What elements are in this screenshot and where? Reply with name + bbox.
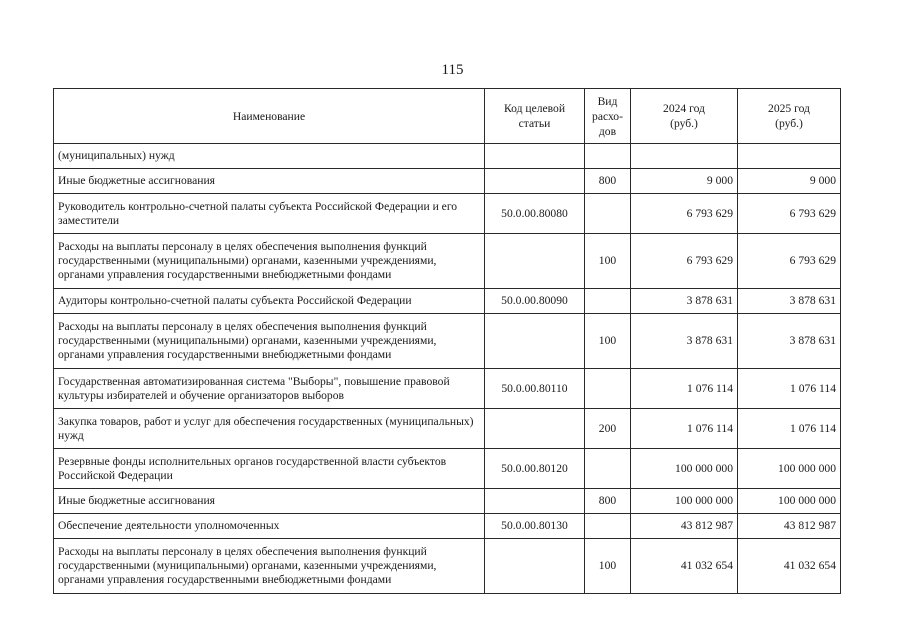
row-amount-2024: 6 793 629 [631,234,738,289]
row-code [485,409,585,449]
header-code: Код целевой статьи [485,89,585,144]
table-row [54,409,841,449]
row-code: 50.0.00.80130 [485,514,585,539]
row-amount-2025: 100 000 000 [738,489,841,514]
row-expense-type: 100 [585,539,631,594]
row-amount-2025: 6 793 629 [738,234,841,289]
row-code: 50.0.00.80110 [485,369,585,409]
row-name: Расходы на выплаты персоналу в целях обеспечения выполнения функций государственными (муниципальными) органами, казенными учреждениями, органами управления государственными внебюджетными фондами [54,314,485,369]
table-row [54,449,841,489]
row-code [485,234,585,289]
row-code [485,314,585,369]
row-name: Иные бюджетные ассигнования [54,489,485,514]
row-amount-2024: 43 812 987 [631,514,738,539]
row-amount-2025: 9 000 [738,169,841,194]
row-amount-2025: 1 076 114 [738,369,841,409]
table-row [54,539,841,594]
row-amount-2025: 3 878 631 [738,289,841,314]
row-amount-2024: 6 793 629 [631,194,738,234]
row-amount-2024 [631,144,738,169]
table-row [54,169,841,194]
row-amount-2024: 100 000 000 [631,489,738,514]
row-name: Аудиторы контрольно-счетной палаты субъекта Российской Федерации [54,289,485,314]
row-name: Иные бюджетные ассигнования [54,169,485,194]
row-amount-2024: 3 878 631 [631,314,738,369]
row-expense-type [585,514,631,539]
row-amount-2024: 1 076 114 [631,409,738,449]
row-name: Расходы на выплаты персоналу в целях обеспечения выполнения функций государственными (муниципальными) органами, казенными учреждениями, органами управления государственными внебюджетными фондами [54,234,485,289]
row-amount-2024: 3 878 631 [631,289,738,314]
row-amount-2024: 41 032 654 [631,539,738,594]
row-expense-type [585,144,631,169]
table-row [54,144,841,169]
row-amount-2024: 100 000 000 [631,449,738,489]
row-code: 50.0.00.80080 [485,194,585,234]
row-name: Закупка товаров, работ и услуг для обеспечения государственных (муниципальных) нужд [54,409,485,449]
row-name: Расходы на выплаты персоналу в целях обеспечения выполнения функций государственными (муниципальными) органами, казенными учреждениями, органами управления государственными внебюджетными фондами [54,539,485,594]
row-code [485,539,585,594]
row-code: 50.0.00.80090 [485,289,585,314]
row-name: (муниципальных) нужд [54,144,485,169]
table-row [54,289,841,314]
row-amount-2024: 1 076 114 [631,369,738,409]
row-expense-type: 200 [585,409,631,449]
header-expense-type: Вид расхо- дов [585,89,631,144]
table-row [54,314,841,369]
header-name: Наименование [54,89,485,144]
row-amount-2025: 6 793 629 [738,194,841,234]
row-name: Обеспечение деятельности уполномоченных [54,514,485,539]
row-expense-type [585,369,631,409]
row-code [485,144,585,169]
table-row [54,369,841,409]
row-amount-2025 [738,144,841,169]
row-expense-type: 100 [585,234,631,289]
row-amount-2024: 9 000 [631,169,738,194]
table-row [54,194,841,234]
table-header-row [54,89,841,144]
row-expense-type [585,289,631,314]
row-amount-2025: 43 812 987 [738,514,841,539]
row-expense-type [585,194,631,234]
table-row [54,514,841,539]
row-amount-2025: 3 878 631 [738,314,841,369]
row-expense-type: 800 [585,489,631,514]
row-amount-2025: 1 076 114 [738,409,841,449]
row-amount-2025: 41 032 654 [738,539,841,594]
row-expense-type: 100 [585,314,631,369]
table-row [54,489,841,514]
row-code: 50.0.00.80120 [485,449,585,489]
row-expense-type [585,449,631,489]
page-number: 115 [441,62,464,78]
budget-table [53,88,841,594]
row-code [485,489,585,514]
table-row [54,234,841,289]
row-amount-2025: 100 000 000 [738,449,841,489]
row-code [485,169,585,194]
row-name: Государственная автоматизированная система "Выборы", повышение правовой культуры избирателей и обучение организаторов выборов [54,369,485,409]
header-2025: 2025 год (руб.) [738,89,841,144]
row-expense-type: 800 [585,169,631,194]
row-name: Резервные фонды исполнительных органов государственной власти субъектов Российской Федерации [54,449,485,489]
row-name: Руководитель контрольно-счетной палаты субъекта Российской Федерации и его заместители [54,194,485,234]
header-2024: 2024 год (руб.) [631,89,738,144]
